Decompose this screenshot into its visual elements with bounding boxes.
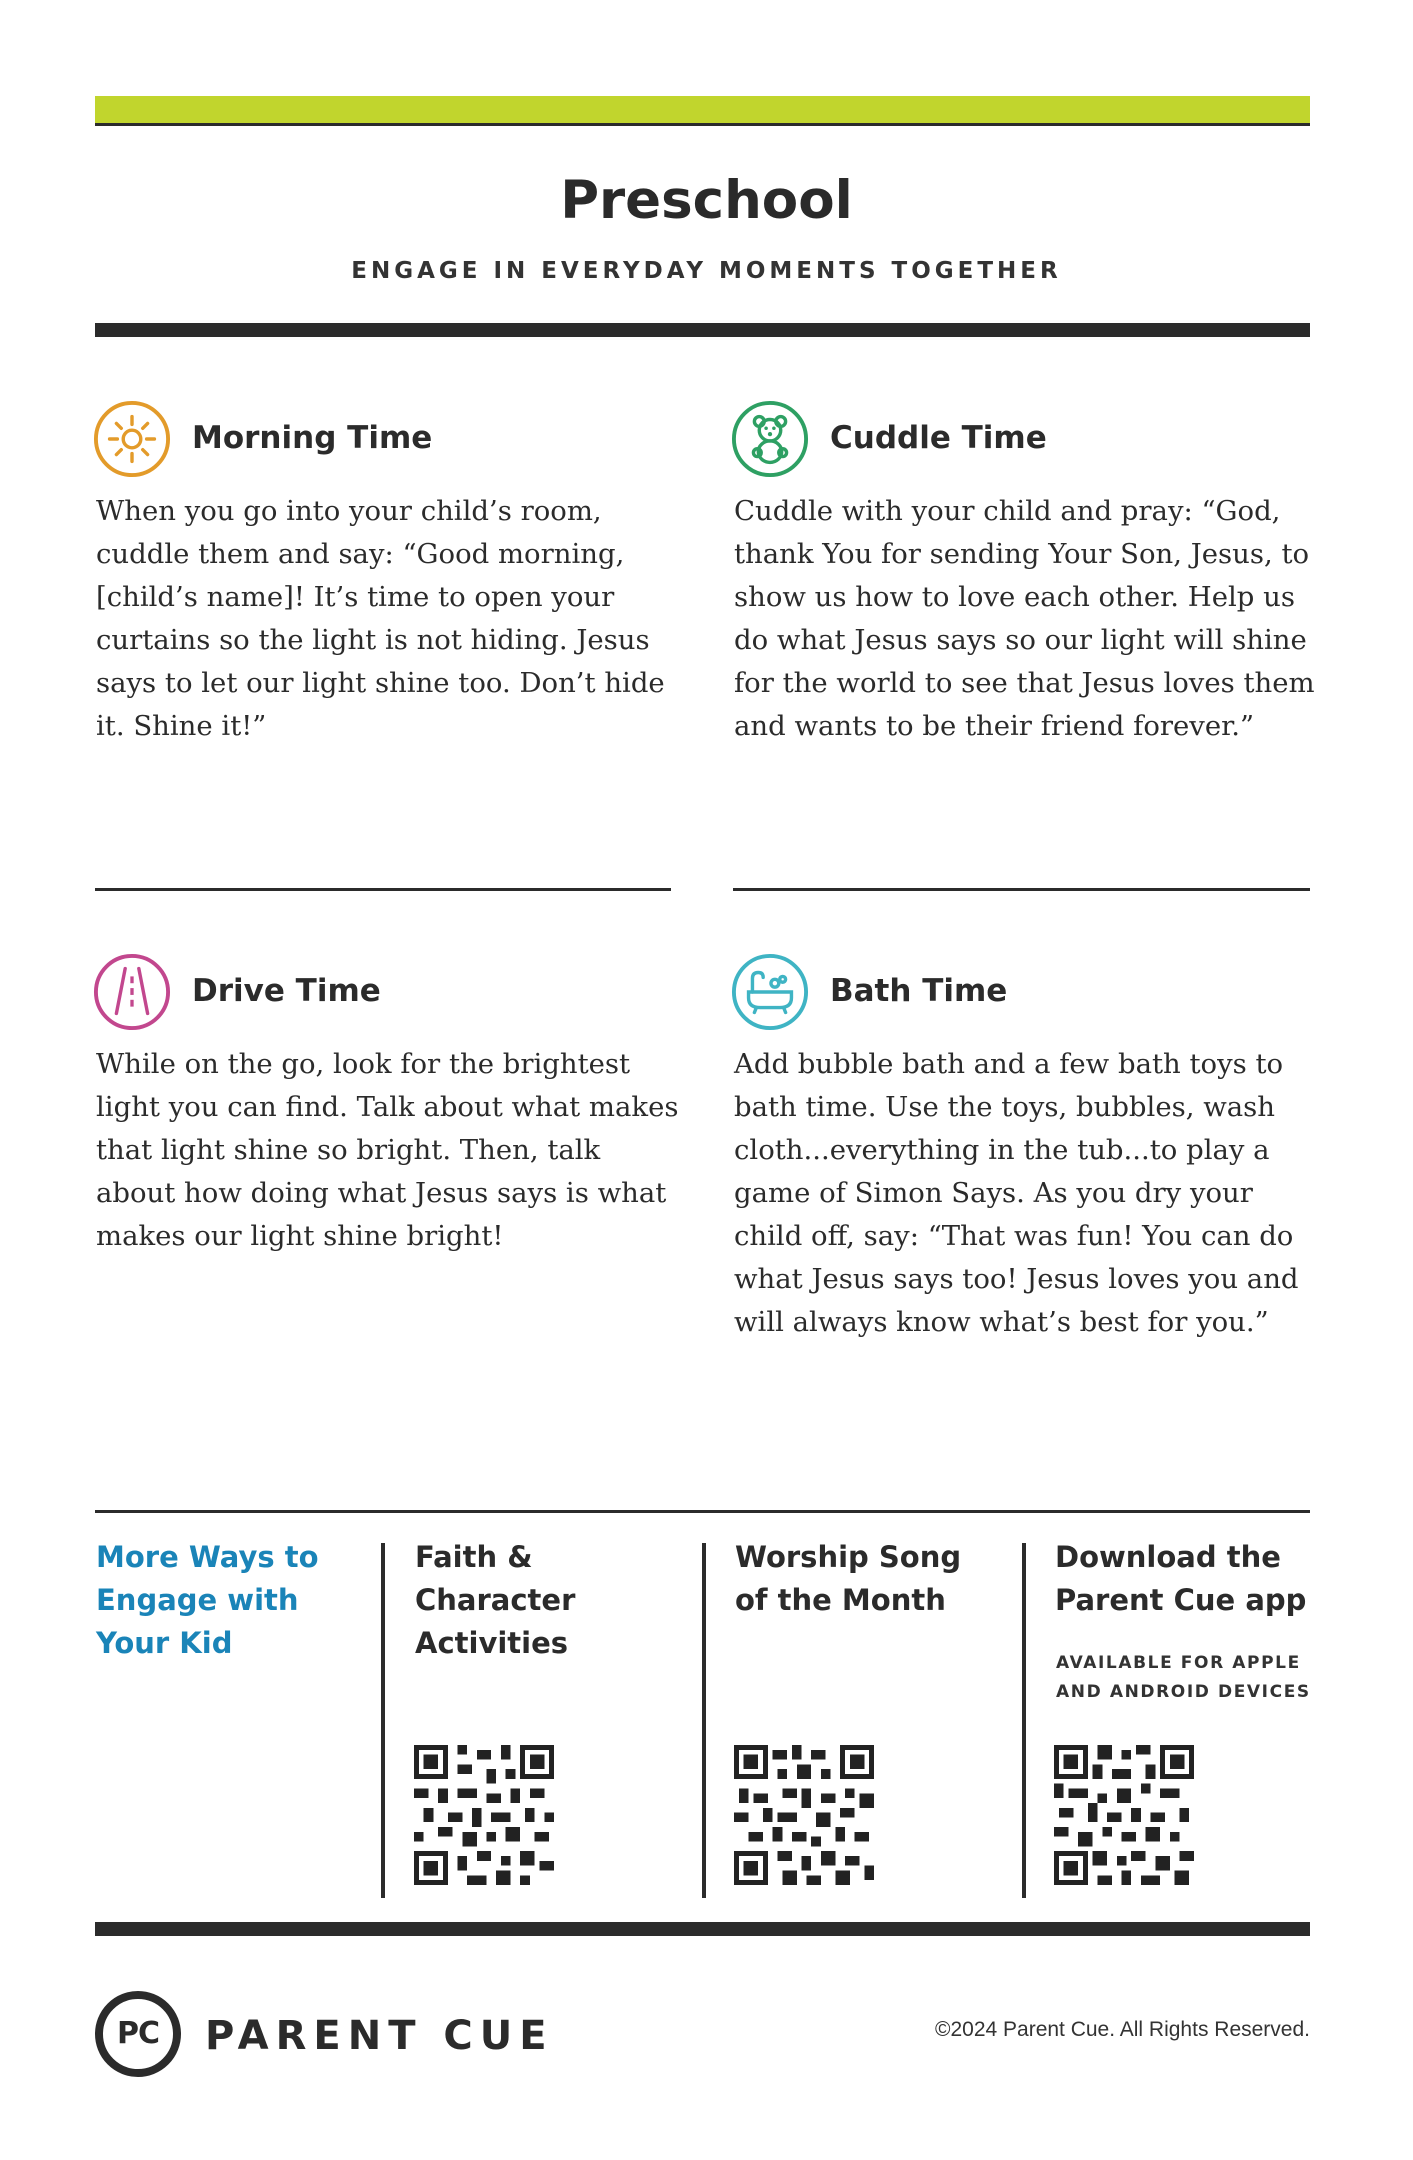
footer-divider-3	[1022, 1543, 1026, 1898]
download-app-qr-code[interactable]	[1054, 1745, 1194, 1890]
page-subtitle: ENGAGE IN EVERYDAY MOMENTS TOGETHER	[351, 258, 1062, 284]
faith-character-heading	[415, 1536, 575, 1665]
cuddle-time-body: Cuddle with your child and pray: “God, thank You for sending Your Son, Jesus, to show us how to love each other. Help us do what Jesus says so our light will shine for the world to see that Jesus loves them and wants to be their friend forever.”	[734, 495, 1315, 742]
availability-line-2: AND ANDROID DEVICES	[1056, 1682, 1311, 1702]
qr-code-icon	[1054, 1745, 1194, 1885]
download-line-1: Download the	[1055, 1540, 1281, 1574]
qr-code-icon	[734, 1745, 874, 1885]
more-ways-heading	[96, 1536, 319, 1665]
worship-song-qr-code[interactable]	[734, 1745, 874, 1890]
page-title: Preschool	[560, 170, 853, 231]
morning-time-section	[93, 400, 171, 483]
faith-line-3: Activities	[415, 1626, 569, 1660]
more-ways-line-2: Engage with	[96, 1583, 299, 1617]
road-icon	[93, 953, 171, 1031]
worship-line-2: of the Month	[735, 1583, 946, 1617]
more-ways-line-3: Your Kid	[96, 1626, 233, 1660]
availability-note	[1056, 1649, 1311, 1707]
bath-time-section	[731, 953, 809, 1036]
footer-top-rule	[95, 1510, 1310, 1513]
download-line-2: Parent Cue app	[1055, 1583, 1307, 1617]
morning-time-title: Morning Time	[192, 420, 433, 456]
cuddle-time-title: Cuddle Time	[830, 420, 1047, 456]
qr-code-icon	[414, 1745, 554, 1885]
parent-cue-logo	[94, 1990, 182, 2078]
worship-line-1: Worship Song	[735, 1540, 962, 1574]
footer-divider-1	[381, 1543, 385, 1898]
faith-line-1: Faith &	[415, 1540, 533, 1574]
worship-song-heading	[735, 1536, 961, 1622]
right-section-divider	[733, 888, 1310, 891]
sun-icon	[93, 400, 171, 478]
availability-line-1: AVAILABLE FOR APPLE	[1056, 1653, 1301, 1673]
drive-time-body: While on the go, look for the brightest light you can find. Talk about what makes that light shine so bright. Then, talk about how doing what Jesus says is what makes our light shine bright!	[96, 1048, 679, 1252]
morning-time-body: When you go into your child’s room, cuddle them and say: “Good morning, [child’s name]! It’s time to open your curtains so the light is not hiding. Jesus says to let our light shine too. Don’t hide it. Shine it!”	[96, 495, 665, 742]
drive-time-title: Drive Time	[192, 973, 381, 1009]
bath-time-title: Bath Time	[830, 973, 1008, 1009]
footer-divider-2	[702, 1543, 706, 1898]
more-ways-line-1: More Ways to	[96, 1540, 319, 1574]
teddy-bear-icon	[731, 400, 809, 478]
top-accent-bar	[95, 96, 1310, 126]
download-app-heading	[1055, 1536, 1306, 1622]
header-divider	[95, 323, 1310, 337]
drive-time-section	[93, 953, 171, 1036]
footer-bottom-rule	[95, 1922, 1310, 1936]
brand-name: PARENT CUE	[205, 2013, 554, 2059]
left-section-divider	[95, 888, 671, 891]
logo-mark-text: PC	[116, 2016, 159, 2051]
faith-line-2: Character	[415, 1583, 576, 1617]
bath-time-body: Add bubble bath and a few bath toys to bath time. Use the toys, bubbles, wash cloth...everything in the tub...to play a game of Simon Says. As you dry your child off, say: “That was fun! You can do what Jesus says too! Jesus loves you and will always know what’s best for you.”	[734, 1048, 1299, 1338]
cuddle-time-section	[731, 400, 809, 483]
bathtub-icon	[731, 953, 809, 1031]
faith-activities-qr-code[interactable]	[414, 1745, 554, 1890]
copyright-text: ©2024 Parent Cue. All Rights Reserved.	[934, 2018, 1310, 2041]
